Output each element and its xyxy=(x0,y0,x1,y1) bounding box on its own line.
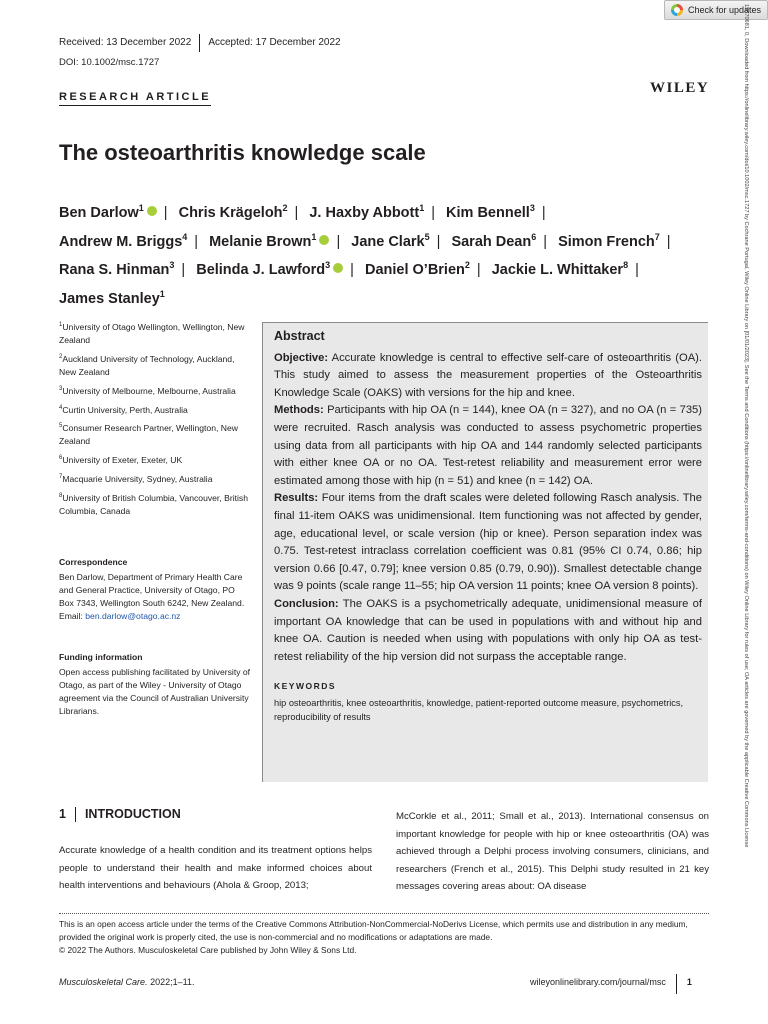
abstract-objective xyxy=(274,350,702,403)
download-stamp: 15570681, 0, Downloaded from https://onlinelibrary.wiley.com/doi/10.1002/msc.1727 by Cochrane Portugal, Wiley Online Library on [01/01/2023]. See the Terms and Conditions (https://onlinelibrary.wiley.com/terms-and-conditions) on Wiley Online Library for rules of use; OA articles are governed by the applicable Creative Commons License xyxy=(743,4,749,848)
author-affiliation-number: 1 xyxy=(159,289,165,300)
author-text: Jackie L. Whittaker xyxy=(491,262,624,279)
abstract-conclusion xyxy=(274,596,702,666)
author-text: J. Haxby Abbott xyxy=(309,204,420,221)
affiliation-item xyxy=(59,402,249,417)
affiliation-text: University of Otago Wellington, Wellington, New Zealand xyxy=(59,321,245,345)
license-notice xyxy=(59,913,709,957)
author-text: Melanie Brown xyxy=(209,233,312,250)
author-name[interactable] xyxy=(59,231,188,250)
author-affiliation-number: 5 xyxy=(424,231,430,242)
page-number: 1 xyxy=(686,977,692,987)
affiliations xyxy=(59,319,249,522)
author-separator: | xyxy=(543,233,548,250)
keywords-heading: KEYWORDS xyxy=(274,681,337,692)
author-separator: | xyxy=(350,262,354,279)
section-divider xyxy=(75,807,76,822)
journal-name: Musculoskeletal Care. xyxy=(59,977,148,987)
author-name[interactable] xyxy=(309,205,424,221)
orcid-icon[interactable] xyxy=(333,263,343,273)
author-name[interactable] xyxy=(59,262,174,278)
author-separator: | xyxy=(666,233,671,250)
affiliation-text: University of Melbourne, Melbourne, Australia xyxy=(62,385,236,396)
date-divider xyxy=(199,34,200,52)
article-title: The osteoarthritis knowledge scale xyxy=(59,140,426,165)
author-affiliation-number: 8 xyxy=(623,260,629,271)
author-separator: | xyxy=(436,233,441,250)
check-for-updates-badge[interactable] xyxy=(664,0,768,20)
author-text: Kim Bennell xyxy=(446,204,530,221)
author-affiliation-number: 3 xyxy=(325,260,331,271)
results-text: Four items from the draft scales were deleted following Rasch analysis. The final 11-item OAKS was unidimensional. Item functioning was not affected by gender, age, educational level, or scale version (hip or knee). Person separation index was 0.75. Test-retest intraclass correlation coefficient was 0.81 (95% CI 0.74, 0.86; hip version 0.66 [0.47, 0.79]; knee version 0.85 (0.79, 0.90)). Smallest detectable change was 9 points (scale range 11–55; hip OA version 11 points; knee OA version 8 points). xyxy=(274,492,702,593)
journal-url[interactable]: wileyonlinelibrary.com/journal/msc xyxy=(530,977,666,987)
author-text: Sarah Dean xyxy=(451,233,532,250)
author-name[interactable] xyxy=(446,205,535,221)
section-heading-introduction xyxy=(59,807,181,822)
abstract-results xyxy=(274,490,702,596)
copyright-text: © 2022 The Authors. Musculoskeletal Care published by John Wiley & Sons Ltd. xyxy=(59,945,357,955)
affiliation-number: 1 xyxy=(59,322,63,328)
section-number: 1 xyxy=(59,807,66,821)
article-dates xyxy=(59,37,341,52)
crossmark-icon xyxy=(671,4,683,16)
author-separator: | xyxy=(635,262,639,279)
affiliation-number: 7 xyxy=(59,474,63,481)
author-name[interactable] xyxy=(365,262,470,278)
author-affiliation-number: 3 xyxy=(529,203,535,213)
affiliation-text: Macquarie University, Sydney, Australia xyxy=(62,474,213,485)
author-separator: | xyxy=(194,233,199,250)
author-separator: | xyxy=(431,204,435,221)
funding-information xyxy=(59,651,251,718)
conclusion-text: The OAKS is a psychometrically adequate, unidimensional measure of important OA knowledge that can be used in populations with and without hip and knee OA. Caution is needed when using with populations with only hip OA as test-retest reliability of the hip version did not surpass the acceptable range. xyxy=(274,597,702,663)
doi: DOI: 10.1002/msc.1727 xyxy=(59,57,160,68)
author-name[interactable] xyxy=(179,205,288,221)
affiliation-text: Consumer Research Partner, Wellington, New Zealand xyxy=(59,423,238,447)
author-separator: | xyxy=(163,204,168,221)
author-affiliation-number: 2 xyxy=(464,260,470,271)
intro-right-column: McCorkle et al., 2011; Small et al., 2013). International consensus on important knowledge for people with hip or knee osteoarthritis (OA) was achieved through a Delphi process involving consumers, clinicians, and researchers (French et al., 2015). This Delphi study resulted in 21 key messages covering areas about: OA disease xyxy=(396,811,709,892)
author-affiliation-number: 4 xyxy=(182,231,188,242)
author-text: Jane Clark xyxy=(351,233,425,250)
affiliation-item xyxy=(59,471,249,486)
affiliation-number: 2 xyxy=(59,353,63,360)
author-separator: | xyxy=(181,262,186,279)
author-text: James Stanley xyxy=(59,291,160,308)
author-separator: | xyxy=(541,204,546,221)
author-name[interactable] xyxy=(209,231,329,250)
footer-right xyxy=(530,977,692,994)
affiliation-item xyxy=(59,490,249,518)
author-separator: | xyxy=(294,204,299,221)
affiliation-item xyxy=(59,351,249,379)
author-list xyxy=(59,196,699,311)
abstract-content xyxy=(274,328,702,724)
license-text: This is an open access article under the terms of the Creative Commons Attribution-NonCommercial-NoDerivs License, which permits use and distribution in any medium, provided the original work is properly cited, the use is non-commercial and no modifications or adaptations are made. xyxy=(59,919,688,942)
correspondence xyxy=(59,556,249,623)
author-name[interactable] xyxy=(196,262,343,278)
author-affiliation-number: 7 xyxy=(654,231,660,242)
affiliation-item xyxy=(59,420,249,448)
author-affiliation-number: 1 xyxy=(138,203,144,213)
correspondence-heading: Correspondence xyxy=(59,557,128,567)
affiliation-number: 6 xyxy=(59,455,63,462)
footer-divider xyxy=(676,974,677,994)
methods-label: Methods: xyxy=(274,404,324,417)
intro-left-column: Accurate knowledge of a health condition and its treatment options helps people to understand their health and make informed choices about health interventions and behaviours (Ahola & Groop, 2013; xyxy=(59,845,372,891)
correspondence-text: Ben Darlow, Department of Primary Health Care and General Practice, University of Otago, PO Box 7343, Wellington South 6242, New Zealand. xyxy=(59,572,245,608)
author-name[interactable] xyxy=(59,205,157,221)
email-label: Email: xyxy=(59,611,83,621)
affiliation-text: Auckland University of Technology, Auckland, New Zealand xyxy=(59,353,235,377)
affiliation-text: University of Exeter, Exeter, UK xyxy=(62,455,183,466)
author-affiliation-number: 3 xyxy=(169,260,175,271)
author-text: Belinda J. Lawford xyxy=(196,262,326,279)
article-type: RESEARCH ARTICLE xyxy=(59,91,211,106)
methods-text: Participants with hip OA (n = 144), knee OA (n = 327), and no OA (n = 735) were recruited. Rasch analysis was conducted to assess psychometric properties using data from all participants with hip OA and 144 randomly selected participants with either knee OA or no OA. Test-retest reliability and measurement error were estimated among those with hip (n = 51) and knee (n = 142) OA. xyxy=(274,404,702,487)
footer-citation xyxy=(59,977,194,987)
affiliation-number: 4 xyxy=(59,404,63,411)
funding-text: Open access publishing facilitated by University of Otago, as part of the Wiley - University of Otago agreement via the Council of Australian University Librarians. xyxy=(59,667,251,716)
author-text: Ben Darlow xyxy=(59,204,139,221)
conclusion-label: Conclusion: xyxy=(274,597,339,610)
author-affiliation-number: 1 xyxy=(419,203,425,213)
objective-label: Objective: xyxy=(274,351,329,364)
affiliation-text: Curtin University, Perth, Australia xyxy=(62,404,188,415)
author-name[interactable] xyxy=(451,231,537,250)
affiliation-number: 5 xyxy=(59,423,63,430)
author-text: Chris Krägeloh xyxy=(178,204,283,221)
objective-text: Accurate knowledge is central to effective self-care of osteoarthritis (OA). This study aimed to assess the measurement properties of the Osteoarthritis Knowledge Scale (OAKS) with versions for the hip and knee. xyxy=(274,351,702,399)
author-name[interactable] xyxy=(558,231,660,250)
author-affiliation-number: 2 xyxy=(282,203,288,213)
author-text: Andrew M. Briggs xyxy=(59,233,183,250)
keywords: hip osteoarthritis, knee osteoarthritis, knowledge, patient-reported outcome measure, psychometrics, reproducibility of results xyxy=(274,697,684,722)
affiliation-number: 3 xyxy=(59,385,63,392)
results-label: Results: xyxy=(274,492,319,505)
email-link[interactable]: ben.darlow@otago.ac.nz xyxy=(85,611,181,621)
abstract-box xyxy=(262,322,708,782)
correspondence-email-line xyxy=(59,610,249,623)
affiliation-item xyxy=(59,319,249,347)
author-affiliation-number: 6 xyxy=(531,231,537,242)
author-affiliation-number: 1 xyxy=(311,231,317,242)
orcid-icon[interactable] xyxy=(147,206,157,216)
citation-range: 2022;1–11. xyxy=(150,977,195,987)
affiliation-text: University of British Columbia, Vancouver, British Columbia, Canada xyxy=(59,492,248,516)
author-text: Rana S. Hinman xyxy=(59,262,170,279)
section-title: INTRODUCTION xyxy=(84,807,181,821)
affiliation-item xyxy=(59,452,249,467)
affiliation-item xyxy=(59,383,249,398)
author-name[interactable] xyxy=(59,291,165,307)
author-separator: | xyxy=(476,262,481,279)
publisher-logo: WILEY xyxy=(650,80,710,96)
orcid-icon[interactable] xyxy=(319,235,329,245)
author-separator: | xyxy=(336,233,341,250)
author-name[interactable] xyxy=(492,262,628,278)
author-text: Daniel O’Brien xyxy=(364,262,465,279)
abstract-methods xyxy=(274,402,702,490)
accepted-date: Accepted: 17 December 2022 xyxy=(208,37,341,48)
author-text: Simon French xyxy=(558,233,655,250)
affiliation-number: 8 xyxy=(59,493,63,500)
funding-heading: Funding information xyxy=(59,652,143,662)
received-date: Received: 13 December 2022 xyxy=(59,37,192,48)
abstract-heading: Abstract xyxy=(274,329,325,343)
check-for-updates-label: Check for updates xyxy=(688,5,762,15)
author-name[interactable] xyxy=(351,231,430,250)
